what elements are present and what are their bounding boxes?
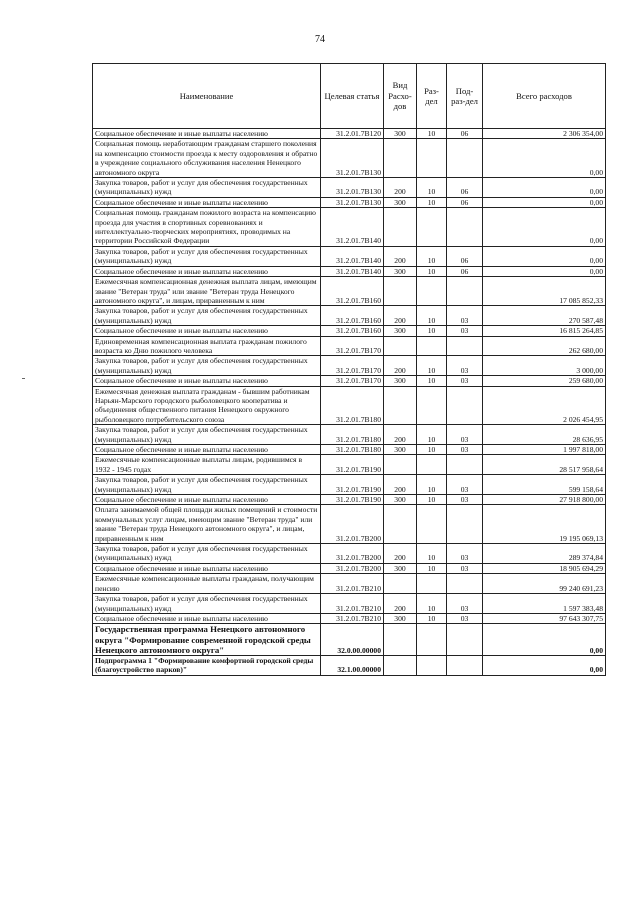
cell-subsection: 03 bbox=[447, 475, 483, 495]
cell-total-expenses: 270 587,48 bbox=[483, 306, 606, 326]
table-row bbox=[93, 505, 606, 544]
cell-target-article: 31.2.01.7В210 bbox=[321, 613, 384, 623]
cell-total-expenses: 2 306 354,00 bbox=[483, 129, 606, 139]
cell-subsection: 03 bbox=[447, 425, 483, 445]
cell-total-expenses: 289 374,84 bbox=[483, 544, 606, 564]
cell-name: Социальная помощь неработающим гражданам старшего поколения на компенсацию стоимости проезда к месту оздоровления и обратно в учреждение социального обслуживания населения Ненецкого автономного округа bbox=[93, 139, 321, 178]
table-row bbox=[93, 277, 606, 306]
cell-total-expenses: 28 517 958,64 bbox=[483, 455, 606, 475]
cell-name: Социальное обеспечение и иные выплаты населению bbox=[93, 495, 321, 505]
cell-subsection bbox=[447, 624, 483, 656]
cell-section: 10 bbox=[417, 544, 447, 564]
cell-total-expenses: 599 158,64 bbox=[483, 475, 606, 495]
table-row bbox=[93, 455, 606, 475]
cell-section bbox=[417, 574, 447, 594]
cell-target-article: 31.2.01.7В120 bbox=[321, 129, 384, 139]
cell-target-article: 31.2.01.7В190 bbox=[321, 455, 384, 475]
cell-name: Закупка товаров, работ и услуг для обеспечения государственных (муниципальных) нужд bbox=[93, 178, 321, 198]
cell-expense-type: 200 bbox=[384, 306, 417, 326]
cell-section: 10 bbox=[417, 246, 447, 266]
cell-name: Подпрограмма 1 "Формирование комфортной городской среды (благоустройство парков)" bbox=[93, 655, 321, 675]
cell-name: Закупка товаров, работ и услуг для обеспечения государственных (муниципальных) нужд bbox=[93, 356, 321, 376]
header-expense-type: Вид Расхо-дов bbox=[384, 64, 417, 129]
table-body bbox=[93, 129, 606, 676]
cell-section bbox=[417, 139, 447, 178]
cell-total-expenses: 2 026 454,95 bbox=[483, 386, 606, 425]
cell-name: Социальная помощь гражданам пожилого возраста на компенсацию проезда для участия в спортивных соревнованиях и интеллектуально-творческих мероприятиях, проводимых на территории Российской Федерации bbox=[93, 208, 321, 247]
cell-target-article: 31.2.01.7В140 bbox=[321, 266, 384, 276]
cell-section: 10 bbox=[417, 445, 447, 455]
cell-target-article: 31.2.01.7В160 bbox=[321, 306, 384, 326]
table-row bbox=[93, 306, 606, 326]
cell-section bbox=[417, 208, 447, 247]
cell-total-expenses: 0,00 bbox=[483, 178, 606, 198]
cell-expense-type bbox=[384, 386, 417, 425]
cell-expense-type bbox=[384, 208, 417, 247]
cell-target-article: 31.2.01.7В160 bbox=[321, 277, 384, 306]
cell-subsection bbox=[447, 139, 483, 178]
cell-expense-type: 300 bbox=[384, 445, 417, 455]
cell-target-article: 31.2.01.7В170 bbox=[321, 356, 384, 376]
header-total-expenses: Всего расходов bbox=[483, 64, 606, 129]
table-row bbox=[93, 129, 606, 139]
cell-expense-type: 200 bbox=[384, 544, 417, 564]
cell-target-article: 31.2.01.7В180 bbox=[321, 445, 384, 455]
table-row bbox=[93, 356, 606, 376]
cell-name: Государственная программа Ненецкого автономного округа "Формирование современной городской среды Ненецкого автономного округа" bbox=[93, 624, 321, 656]
cell-expense-type bbox=[384, 455, 417, 475]
cell-expense-type bbox=[384, 655, 417, 675]
table-row bbox=[93, 386, 606, 425]
cell-target-article: 31.2.01.7В180 bbox=[321, 386, 384, 425]
cell-section: 10 bbox=[417, 356, 447, 376]
cell-total-expenses: 0,00 bbox=[483, 266, 606, 276]
cell-expense-type: 300 bbox=[384, 129, 417, 139]
cell-subsection bbox=[447, 208, 483, 247]
cell-expense-type: 200 bbox=[384, 246, 417, 266]
cell-target-article: 31.2.01.7В130 bbox=[321, 197, 384, 207]
cell-name: Социальное обеспечение и иные выплаты населению bbox=[93, 613, 321, 623]
cell-subsection: 03 bbox=[447, 544, 483, 564]
cell-section: 10 bbox=[417, 425, 447, 445]
cell-section: 10 bbox=[417, 495, 447, 505]
cell-name: Социальное обеспечение и иные выплаты населению bbox=[93, 129, 321, 139]
cell-total-expenses: 1 997 818,00 bbox=[483, 445, 606, 455]
cell-target-article: 31.2.01.7В140 bbox=[321, 208, 384, 247]
cell-target-article: 31.2.01.7В210 bbox=[321, 594, 384, 614]
table-row bbox=[93, 197, 606, 207]
table-row bbox=[93, 495, 606, 505]
cell-target-article: 31.2.01.7В170 bbox=[321, 336, 384, 356]
cell-section: 10 bbox=[417, 326, 447, 336]
cell-target-article: 32.1.00.00000 bbox=[321, 655, 384, 675]
cell-target-article: 32.0.00.00000 bbox=[321, 624, 384, 656]
table-row bbox=[93, 425, 606, 445]
cell-expense-type: 300 bbox=[384, 563, 417, 573]
cell-name: Оплата занимаемой общей площади жилых помещений и стоимости коммунальных услуг лицам, имеющим звание "Ветеран труда" или звание "Ветеран труда Ненецкого автономного округа", и лицам, приравненным к ним bbox=[93, 505, 321, 544]
table-row bbox=[93, 624, 606, 656]
cell-target-article: 31.2.01.7В200 bbox=[321, 544, 384, 564]
cell-name: Единовременная компенсационная выплата гражданам пожилого возраста ко Дню пожилого человека bbox=[93, 336, 321, 356]
cell-total-expenses: 3 000,00 bbox=[483, 356, 606, 376]
table-row bbox=[93, 376, 606, 386]
cell-subsection bbox=[447, 655, 483, 675]
cell-section bbox=[417, 624, 447, 656]
table-row bbox=[93, 445, 606, 455]
cell-name: Закупка товаров, работ и услуг для обеспечения государственных (муниципальных) нужд bbox=[93, 425, 321, 445]
table-row bbox=[93, 594, 606, 614]
cell-name: Закупка товаров, работ и услуг для обеспечения государственных (муниципальных) нужд bbox=[93, 594, 321, 614]
cell-total-expenses: 0,00 bbox=[483, 208, 606, 247]
cell-subsection: 03 bbox=[447, 356, 483, 376]
cell-subsection: 06 bbox=[447, 197, 483, 207]
cell-name: Закупка товаров, работ и услуг для обеспечения государственных (муниципальных) нужд bbox=[93, 246, 321, 266]
cell-expense-type: 200 bbox=[384, 475, 417, 495]
cell-target-article: 31.2.01.7В140 bbox=[321, 246, 384, 266]
cell-subsection bbox=[447, 505, 483, 544]
table-row bbox=[93, 246, 606, 266]
cell-subsection: 06 bbox=[447, 129, 483, 139]
cell-subsection: 03 bbox=[447, 613, 483, 623]
cell-expense-type: 200 bbox=[384, 425, 417, 445]
cell-total-expenses: 0,00 bbox=[483, 197, 606, 207]
header-target-article: Целевая статья bbox=[321, 64, 384, 129]
cell-name: Закупка товаров, работ и услуг для обеспечения государственных (муниципальных) нужд bbox=[93, 306, 321, 326]
cell-target-article: 31.2.01.7В190 bbox=[321, 495, 384, 505]
cell-subsection: 03 bbox=[447, 445, 483, 455]
cell-section: 10 bbox=[417, 613, 447, 623]
cell-expense-type: 300 bbox=[384, 376, 417, 386]
cell-target-article: 31.2.01.7В210 bbox=[321, 574, 384, 594]
cell-target-article: 31.2.01.7В200 bbox=[321, 505, 384, 544]
cell-target-article: 31.2.01.7В170 bbox=[321, 376, 384, 386]
cell-section bbox=[417, 336, 447, 356]
cell-section: 10 bbox=[417, 178, 447, 198]
cell-subsection bbox=[447, 386, 483, 425]
cell-subsection: 06 bbox=[447, 246, 483, 266]
cell-section bbox=[417, 277, 447, 306]
cell-total-expenses: 97 643 307,75 bbox=[483, 613, 606, 623]
table-row bbox=[93, 326, 606, 336]
cell-expense-type: 300 bbox=[384, 266, 417, 276]
page-number: 74 bbox=[315, 34, 325, 45]
cell-total-expenses: 0,00 bbox=[483, 246, 606, 266]
table-row bbox=[93, 613, 606, 623]
cell-name: Социальное обеспечение и иные выплаты населению bbox=[93, 266, 321, 276]
table-row bbox=[93, 574, 606, 594]
cell-expense-type: 300 bbox=[384, 613, 417, 623]
cell-section: 10 bbox=[417, 594, 447, 614]
cell-subsection: 03 bbox=[447, 306, 483, 326]
cell-target-article: 31.2.01.7В130 bbox=[321, 139, 384, 178]
cell-total-expenses: 28 636,95 bbox=[483, 425, 606, 445]
cell-total-expenses: 259 680,00 bbox=[483, 376, 606, 386]
cell-section: 10 bbox=[417, 563, 447, 573]
header-section: Раз-дел bbox=[417, 64, 447, 129]
table-row bbox=[93, 336, 606, 356]
cell-name: Социальное обеспечение и иные выплаты населению bbox=[93, 376, 321, 386]
cell-expense-type: 200 bbox=[384, 178, 417, 198]
cell-name: Ежемесячная компенсационная денежная выплата лицам, имеющим звание "Ветеран труда" или звание "Ветеран труда Ненецкого автономного округа", и лицам, приравненным к ним bbox=[93, 277, 321, 306]
cell-target-article: 31.2.01.7В130 bbox=[321, 178, 384, 198]
cell-subsection bbox=[447, 336, 483, 356]
cell-section: 10 bbox=[417, 197, 447, 207]
cell-section bbox=[417, 505, 447, 544]
cell-subsection bbox=[447, 277, 483, 306]
cell-subsection bbox=[447, 574, 483, 594]
cell-total-expenses: 18 905 694,29 bbox=[483, 563, 606, 573]
cell-section: 10 bbox=[417, 306, 447, 326]
cell-total-expenses: 262 680,00 bbox=[483, 336, 606, 356]
table-row bbox=[93, 178, 606, 198]
cell-name: Ежемесячная денежная выплата гражданам - бывшим работникам Нарьян-Марского городского рыболовецкого кооператива и объединения общественного питания Ненецкого окружного рыболовецкого потребительского союза bbox=[93, 386, 321, 425]
cell-expense-type bbox=[384, 336, 417, 356]
cell-expense-type: 200 bbox=[384, 594, 417, 614]
table-row bbox=[93, 266, 606, 276]
cell-target-article: 31.2.01.7В190 bbox=[321, 475, 384, 495]
cell-total-expenses: 19 195 069,13 bbox=[483, 505, 606, 544]
cell-total-expenses: 0,00 bbox=[483, 624, 606, 656]
cell-section: 10 bbox=[417, 129, 447, 139]
table-row bbox=[93, 475, 606, 495]
cell-target-article: 31.2.01.7В200 bbox=[321, 563, 384, 573]
scan-margin-mark bbox=[22, 378, 25, 379]
table-header-row bbox=[93, 64, 606, 129]
cell-expense-type: 300 bbox=[384, 495, 417, 505]
cell-name: Социальное обеспечение и иные выплаты населению bbox=[93, 563, 321, 573]
cell-subsection bbox=[447, 455, 483, 475]
header-name: Наименование bbox=[93, 64, 321, 129]
cell-total-expenses: 99 240 691,23 bbox=[483, 574, 606, 594]
cell-subsection: 03 bbox=[447, 326, 483, 336]
cell-name: Социальное обеспечение и иные выплаты населению bbox=[93, 445, 321, 455]
cell-subsection: 03 bbox=[447, 594, 483, 614]
cell-subsection: 03 bbox=[447, 376, 483, 386]
cell-section: 10 bbox=[417, 376, 447, 386]
cell-expense-type bbox=[384, 505, 417, 544]
cell-section bbox=[417, 655, 447, 675]
cell-expense-type bbox=[384, 624, 417, 656]
header-subsection: Под-раз-дел bbox=[447, 64, 483, 129]
cell-name: Социальное обеспечение и иные выплаты населению bbox=[93, 197, 321, 207]
cell-expense-type bbox=[384, 574, 417, 594]
cell-target-article: 31.2.01.7В160 bbox=[321, 326, 384, 336]
table-row bbox=[93, 655, 606, 675]
cell-expense-type: 200 bbox=[384, 356, 417, 376]
cell-name: Социальное обеспечение и иные выплаты населению bbox=[93, 326, 321, 336]
cell-section bbox=[417, 386, 447, 425]
cell-name: Закупка товаров, работ и услуг для обеспечения государственных (муниципальных) нужд bbox=[93, 544, 321, 564]
budget-expenditure-table bbox=[92, 63, 606, 676]
table-row bbox=[93, 208, 606, 247]
cell-expense-type bbox=[384, 139, 417, 178]
cell-section: 10 bbox=[417, 475, 447, 495]
cell-name: Ежемесячные компенсационные выплаты гражданам, получающим пенсию bbox=[93, 574, 321, 594]
cell-expense-type: 300 bbox=[384, 197, 417, 207]
cell-expense-type bbox=[384, 277, 417, 306]
table-row bbox=[93, 139, 606, 178]
cell-total-expenses: 16 815 264,85 bbox=[483, 326, 606, 336]
cell-total-expenses: 17 085 852,33 bbox=[483, 277, 606, 306]
cell-section: 10 bbox=[417, 266, 447, 276]
cell-section bbox=[417, 455, 447, 475]
cell-subsection: 06 bbox=[447, 178, 483, 198]
cell-total-expenses: 0,00 bbox=[483, 655, 606, 675]
table-row bbox=[93, 563, 606, 573]
cell-subsection: 06 bbox=[447, 266, 483, 276]
cell-target-article: 31.2.01.7В180 bbox=[321, 425, 384, 445]
cell-total-expenses: 27 918 800,00 bbox=[483, 495, 606, 505]
cell-total-expenses: 0,00 bbox=[483, 139, 606, 178]
cell-name: Закупка товаров, работ и услуг для обеспечения государственных (муниципальных) нужд bbox=[93, 475, 321, 495]
cell-subsection: 03 bbox=[447, 563, 483, 573]
cell-name: Ежемесячные компенсационные выплаты лицам, родившимся в 1932 - 1945 годах bbox=[93, 455, 321, 475]
cell-expense-type: 300 bbox=[384, 326, 417, 336]
table-row bbox=[93, 544, 606, 564]
cell-subsection: 03 bbox=[447, 495, 483, 505]
cell-total-expenses: 1 597 383,48 bbox=[483, 594, 606, 614]
